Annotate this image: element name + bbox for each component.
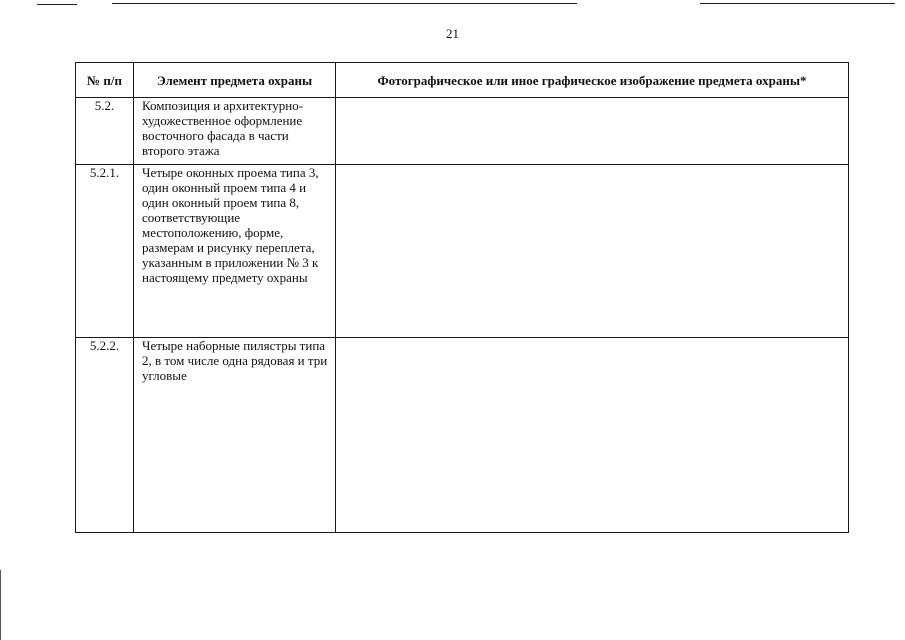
table-row [76, 165, 849, 338]
row-image-cell [336, 98, 849, 165]
row-number: 5.2.2. [76, 338, 134, 533]
row-image-cell [336, 338, 849, 533]
scan-artifact-line [112, 3, 577, 4]
row-element: Композиция и архитектурно-художественное оформление восточного фасада в части второго этажа [134, 98, 336, 165]
header-image: Фотографическое или иное графическое изображение предмета охраны* [336, 63, 849, 98]
row-element: Четыре оконных проема типа 3, один оконный проем типа 4 и один оконный проем типа 8, соответствующие местоположению, форме, размерам и рисунку переплета, указанным в приложении № 3 к настоящему предмету охраны [134, 165, 336, 338]
table-row [76, 338, 849, 533]
scan-artifact-line [37, 4, 77, 5]
table-header-row [76, 63, 849, 98]
row-number: 5.2. [76, 98, 134, 165]
header-number: № п/п [76, 63, 134, 98]
table-row [76, 98, 849, 165]
header-element: Элемент предмета охраны [134, 63, 336, 98]
protection-subject-table [75, 62, 849, 533]
row-number: 5.2.1. [76, 165, 134, 338]
scan-artifact-edge [0, 570, 1, 640]
row-element: Четыре наборные пилястры типа 2, в том числе одна рядовая и три угловые [134, 338, 336, 533]
scan-artifact-line [700, 3, 895, 4]
row-image-cell [336, 165, 849, 338]
page-number: 21 [446, 26, 459, 41]
